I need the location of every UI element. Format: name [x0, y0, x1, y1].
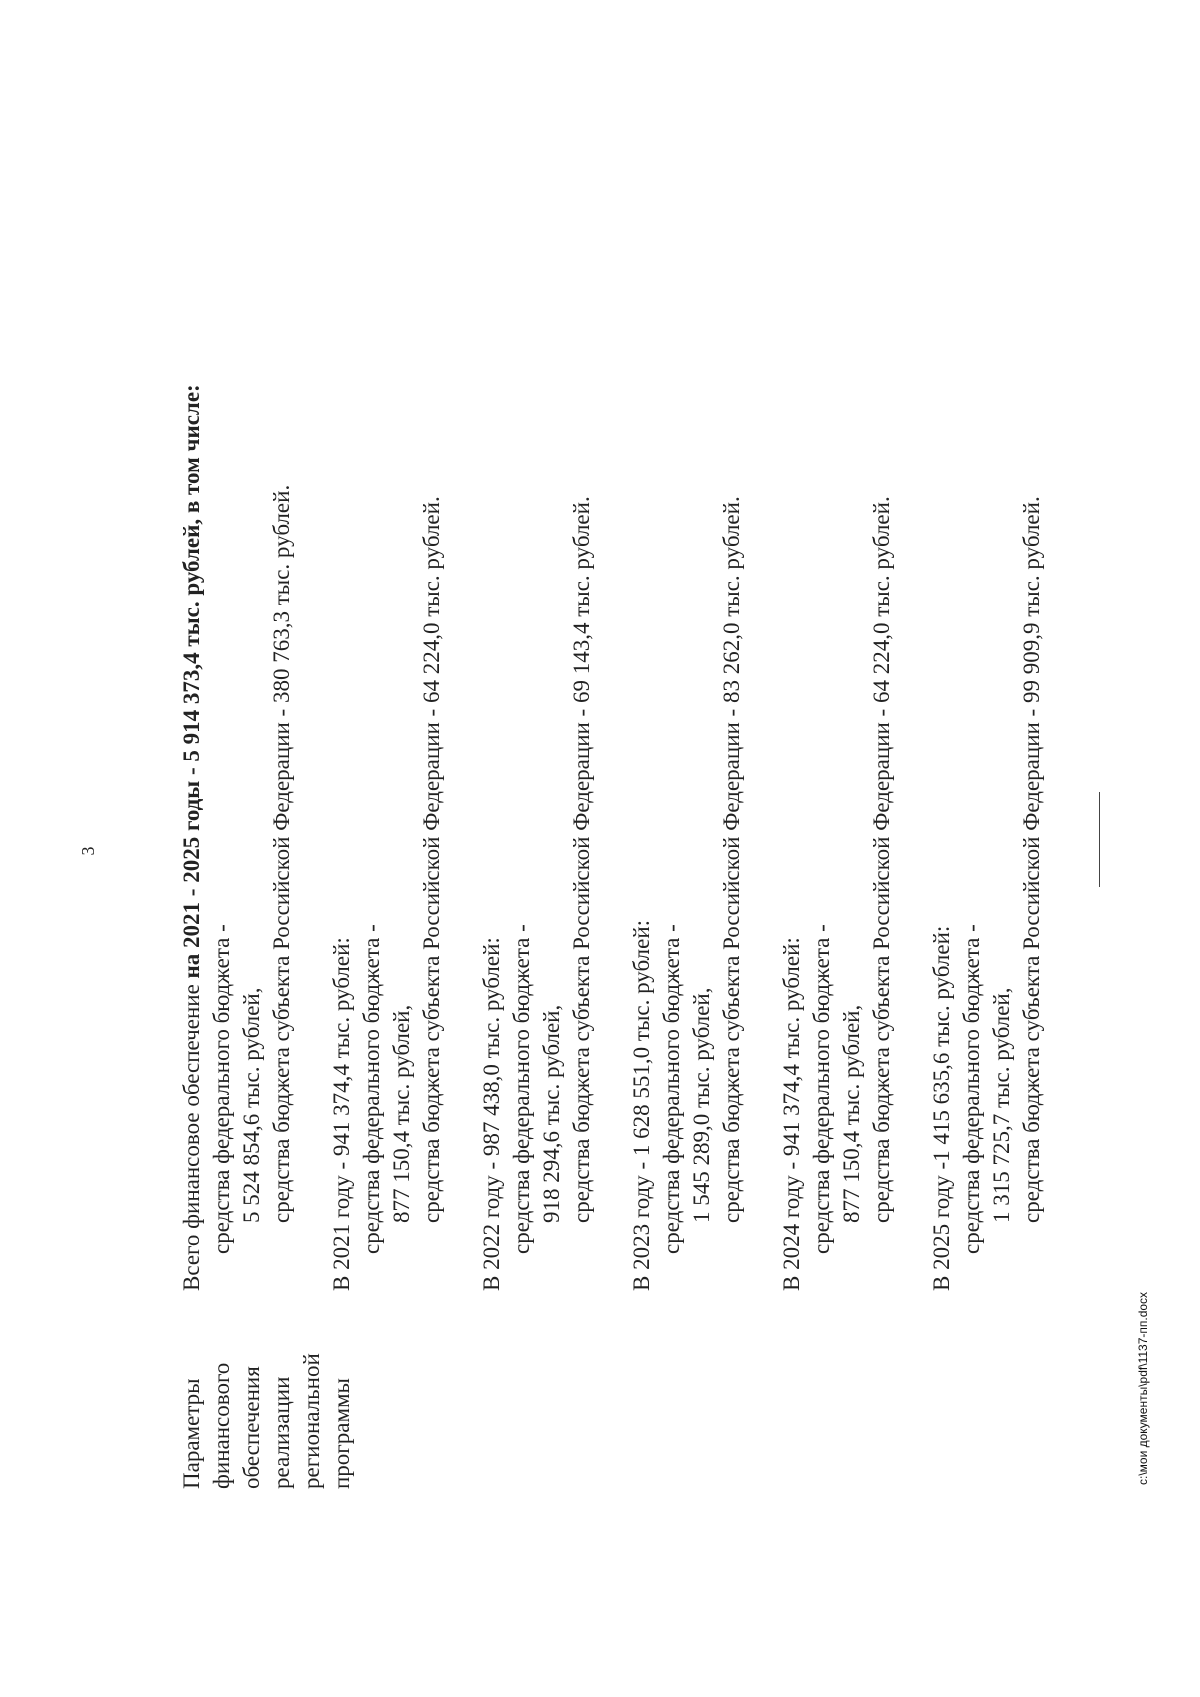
year-federal-line1: средства федерального бюджета - [809, 924, 834, 1254]
year-block-2024 [777, 61, 897, 1291]
year-total: В 2023 году - 1 628 551,0 тыс. рублей: [629, 919, 654, 1291]
year-federal-line1: средства федерального бюджета - [509, 924, 534, 1254]
year-block-2022 [477, 61, 597, 1291]
summary-total-line [177, 61, 207, 1291]
summary-prefix: Всего финансовое обеспечение [179, 978, 204, 1291]
year-regional: средства бюджета субъекта Российской Федерации - 99 909,9 тыс. рублей. [1019, 496, 1044, 1223]
year-regional: средства бюджета субъекта Российской Федерации - 83 262,0 тыс. рублей. [719, 496, 744, 1223]
financing-content [177, 61, 1047, 1291]
row-label-line: программы [329, 1377, 354, 1489]
year-federal-line2: 1 315 725,7 тыс. рублей, [989, 987, 1014, 1223]
row-label-line: обеспечения реализации [239, 1366, 294, 1489]
footer-file-path: c:\мои документы\pdf\1137-пп.docx [1136, 1291, 1150, 1485]
year-regional: средства бюджета субъекта Российской Федерации - 64 224,0 тыс. рублей. [419, 496, 444, 1223]
year-total: В 2022 году - 987 438,0 тыс. рублей: [479, 937, 504, 1291]
year-block-2021 [327, 61, 447, 1291]
year-federal-line2: 877 150,4 тыс. рублей, [839, 1004, 864, 1223]
year-total: В 2024 году - 941 374,4 тыс. рублей: [779, 937, 804, 1291]
summary-bold-total: на 2021 - 2025 годы - 5 914 373,4 тыс. рублей, в том числе: [179, 384, 204, 979]
year-total: В 2021 году - 941 374,4 тыс. рублей: [329, 937, 354, 1291]
end-divider [1099, 792, 1100, 887]
year-federal-line2: 877 150,4 тыс. рублей, [389, 1004, 414, 1223]
row-label [177, 1309, 357, 1489]
row-label-line: Параметры финансового [179, 1362, 234, 1489]
summary-federal-line1: средства федерального бюджета - [209, 924, 234, 1254]
summary-federal-line2: 5 524 854,6 тыс. рублей, [239, 987, 264, 1223]
page-number: 3 [78, 846, 98, 856]
summary-block [177, 61, 297, 1291]
year-regional: средства бюджета субъекта Российской Федерации - 64 224,0 тыс. рублей. [869, 496, 894, 1223]
year-regional: средства бюджета субъекта Российской Федерации - 69 143,4 тыс. рублей. [569, 496, 594, 1223]
year-total: В 2025 году -1 415 635,6 тыс. рублей: [929, 925, 954, 1291]
year-federal-line1: средства федерального бюджета - [659, 924, 684, 1254]
year-federal-line2: 1 545 289,0 тыс. рублей, [689, 987, 714, 1223]
summary-regional: средства бюджета субъекта Российской Федерации - 380 763,3 тыс. рублей. [269, 484, 294, 1223]
year-federal-line1: средства федерального бюджета - [959, 924, 984, 1254]
year-block-2025 [927, 61, 1047, 1291]
row-label-line: региональной [299, 1353, 324, 1489]
year-block-2023 [627, 61, 747, 1291]
year-federal-line2: 918 294,6 тыс. рублей, [539, 1004, 564, 1223]
year-federal-line1: средства федерального бюджета - [359, 924, 384, 1254]
